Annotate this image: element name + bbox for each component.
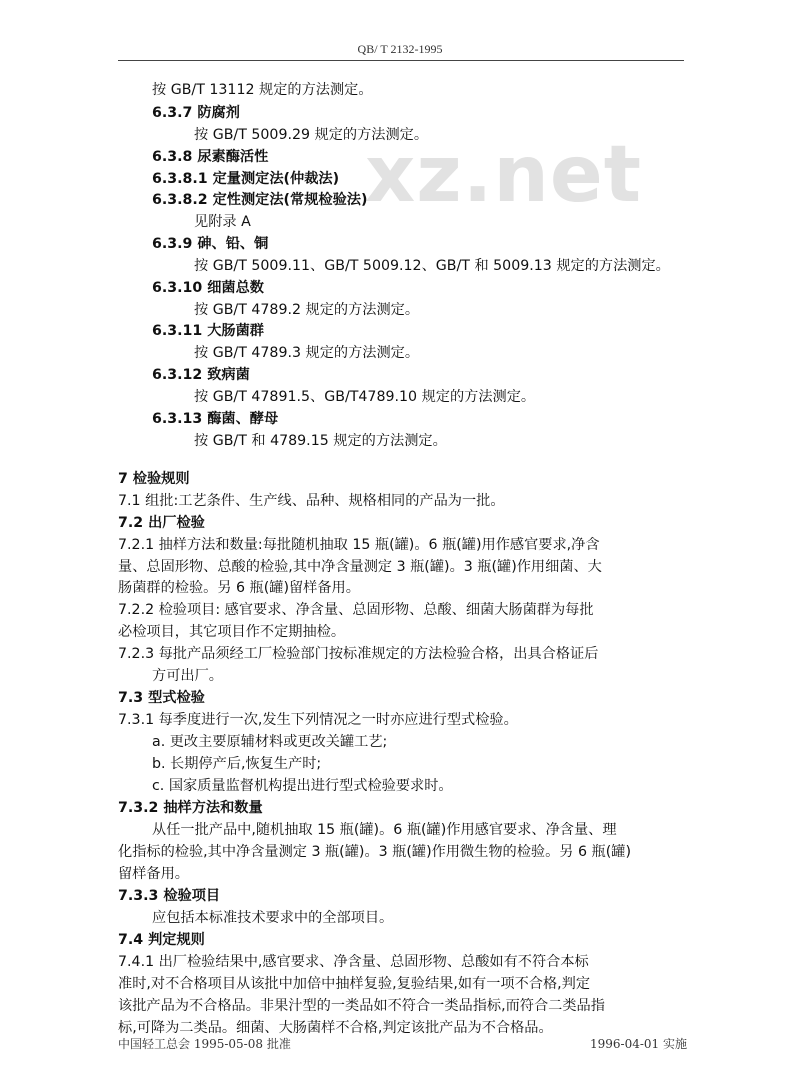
text-line: 按 GB/T 4789.2 规定的方法测定。 xyxy=(194,302,420,318)
text-line: 7.1 组批:工艺条件、生产线、品种、规格相同的产品为一批。 xyxy=(118,493,505,509)
text-line: 按 GB/T 4789.3 规定的方法测定。 xyxy=(194,345,420,361)
list-item: c. 国家质量监督机构提出进行型式检验要求时。 xyxy=(152,778,453,794)
text-line: 标,可降为二类品。细菌、大肠菌样不合格,判定该批产品为不合格品。 xyxy=(118,1020,553,1036)
text-line: 必检项目，其它项目作不定期抽检。 xyxy=(118,624,346,640)
section-heading: 7.3.3 检验项目 xyxy=(118,888,221,904)
section-heading: 6.3.11 大肠菌群 xyxy=(152,323,264,339)
section-heading: 7.4 判定规则 xyxy=(118,932,205,948)
text-line: 7.2.3 每批产品须经工厂检验部门按标准规定的方法检验合格，出具合格证后 xyxy=(118,646,599,662)
text-line: 7.3.1 每季度进行一次,发生下列情况之一时亦应进行型式检验。 xyxy=(118,712,518,728)
section-heading: 6.3.10 细菌总数 xyxy=(152,280,264,296)
text-line: 留样备用。 xyxy=(118,866,189,882)
section-heading: 6.3.8 尿素酶活性 xyxy=(152,149,269,165)
text-line: 按 GB/T 和 4789.15 规定的方法测定。 xyxy=(194,433,447,449)
text-line: 该批产品为不合格品。非果汁型的一类品如不符合一类品指标,而符合二类品指 xyxy=(118,998,605,1014)
text-line: 7.4.1 出厂检验结果中,感官要求、净含量、总固形物、总酸如有不符合本标 xyxy=(118,954,589,970)
text-line: 按 GB/T 47891.5、GB/T4789.10 规定的方法测定。 xyxy=(194,389,536,405)
section-heading: 6.3.13 酶菌、酵母 xyxy=(152,411,279,427)
text-line: 见附录 A xyxy=(194,214,251,230)
watermark-text: xz.net xyxy=(365,130,643,220)
section-heading: 6.3.8.1 定量测定法(仲裁法) xyxy=(152,171,340,187)
text-line: 7.2.2 检验项目: 感官要求、净含量、总固形物、总酸、细菌大肠菌群为每批 xyxy=(118,602,594,618)
section-heading: 7.3 型式检验 xyxy=(118,690,205,706)
text-line: 量、总固形物、总酸的检验,其中净含量测定 3 瓶(罐)。3 瓶(罐)作用细菌、大 xyxy=(118,559,602,575)
text-line: 肠菌群的检验。另 6 瓶(罐)留样备用。 xyxy=(118,580,360,596)
text-line: 准时,对不合格项目从该批中加倍中抽样复验,复验结果,如有一项不合格,判定 xyxy=(118,976,591,992)
section-heading: 6.3.7 防腐剂 xyxy=(152,105,240,121)
section-heading: 7.3.2 抽样方法和数量 xyxy=(118,800,263,816)
text-line: 按 GB/T 5009.29 规定的方法测定。 xyxy=(194,127,429,143)
text-line: 按 GB/T 13112 规定的方法测定。 xyxy=(152,82,373,98)
text-line: 7.2.1 抽样方法和数量:每批随机抽取 15 瓶(罐)。6 瓶(罐)用作感官要求,净含 xyxy=(118,537,600,553)
list-item: a. 更改主要原辅材料或更改关罐工艺; xyxy=(152,734,388,750)
list-item: b. 长期停产后,恢复生产时; xyxy=(152,756,322,772)
text-line: 按 GB/T 5009.11、GB/T 5009.12、GB/T 和 5009.13 规定的方法测定。 xyxy=(194,258,670,274)
section-heading: 6.3.9 砷、铅、铜 xyxy=(152,236,269,252)
standard-code-header: QB/ T 2132-1995 xyxy=(357,42,443,56)
section-heading: 6.3.12 致病菌 xyxy=(152,367,250,383)
text-line: 应包括本标准技术要求中的全部项目。 xyxy=(152,910,394,926)
section-heading: 7.2 出厂检验 xyxy=(118,515,205,531)
implementation-footer: 1996-04-01 实施 xyxy=(590,1037,688,1051)
section-heading: 6.3.8.2 定性测定法(常规检验法) xyxy=(152,192,368,208)
text-line: 从任一批产品中,随机抽取 15 瓶(罐)。6 瓶(罐)作用感官要求、净含量、理 xyxy=(152,822,617,838)
text-line: 方可出厂。 xyxy=(152,668,223,684)
approval-footer: 中国轻工总会 1995-05-08 批准 xyxy=(118,1037,291,1051)
text-line: 化指标的检验,其中净含量测定 3 瓶(罐)。3 瓶(罐)作用微生物的检验。另 6 瓶(罐) xyxy=(118,844,631,860)
chapter-heading: 7 检验规则 xyxy=(118,471,190,487)
